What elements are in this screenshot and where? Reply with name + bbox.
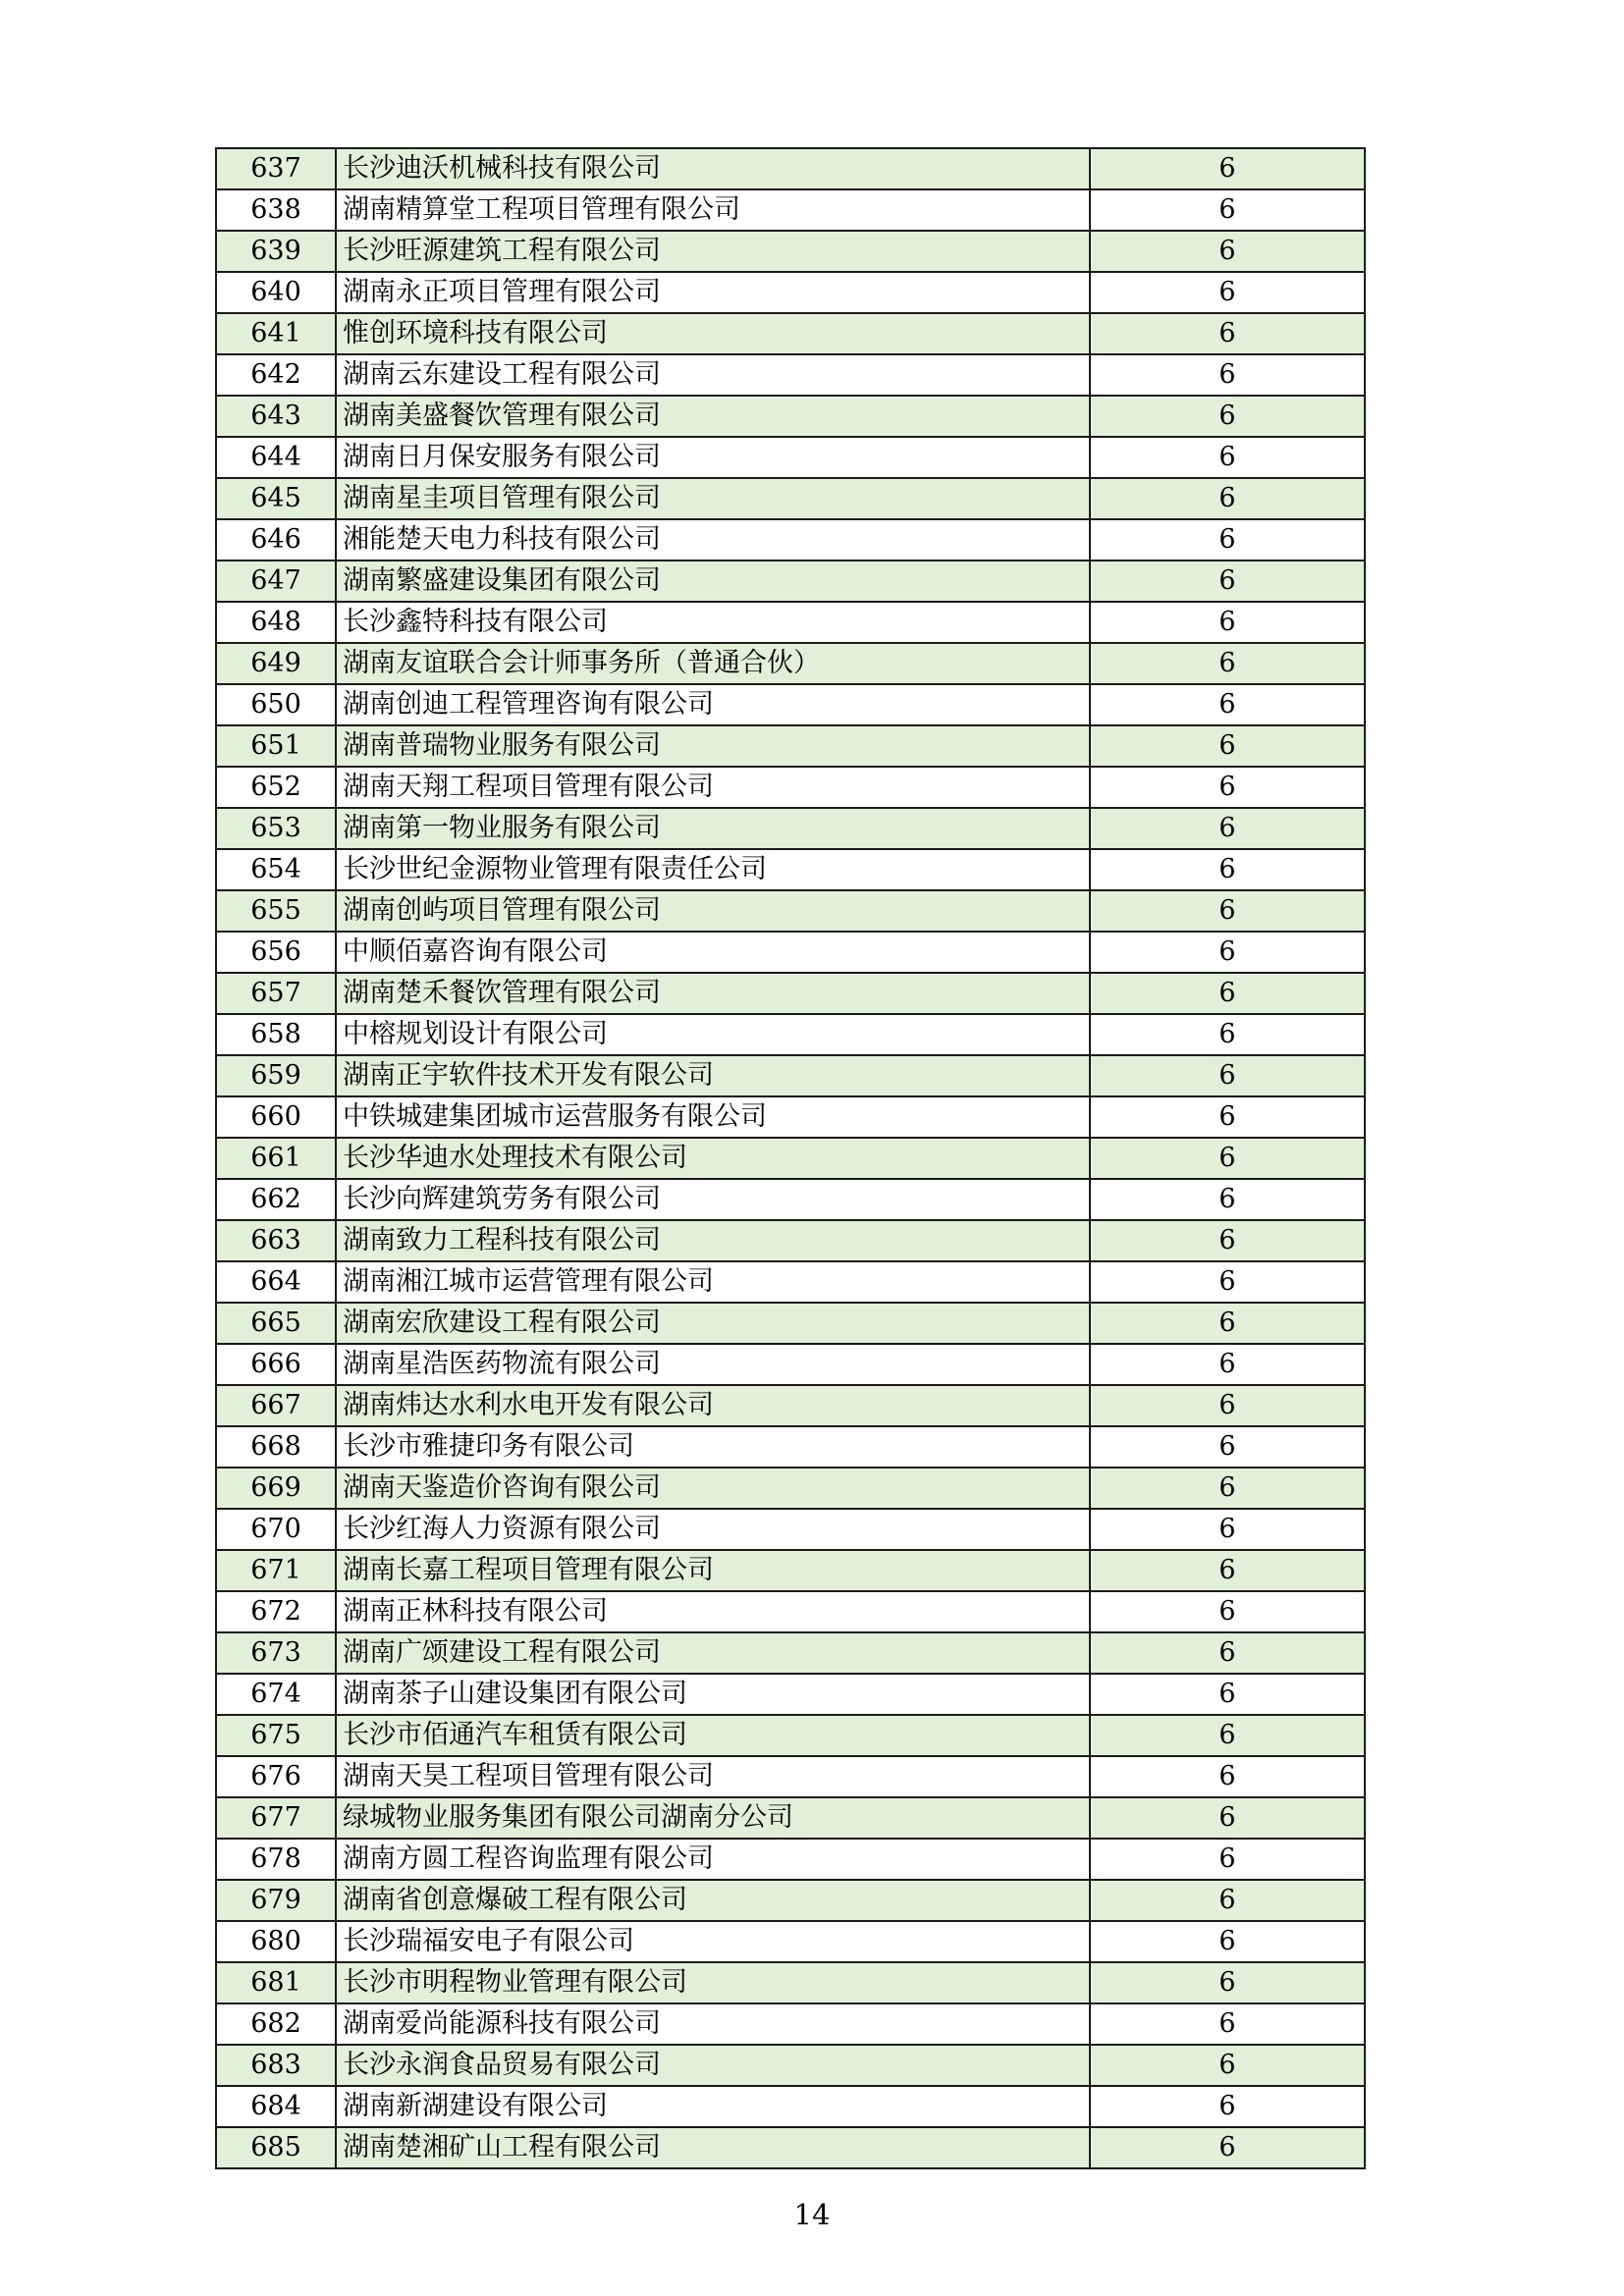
company-name-cell: 湖南创迪工程管理咨询有限公司 (336, 684, 1090, 725)
table-row (216, 2045, 1365, 2086)
company-name-cell: 长沙红海人力资源有限公司 (336, 1509, 1090, 1550)
row-number-cell: 661 (216, 1138, 336, 1179)
table-row (216, 1055, 1365, 1096)
row-number-cell: 684 (216, 2086, 336, 2127)
table-row (216, 1179, 1365, 1220)
company-name-cell: 惟创环境科技有限公司 (336, 313, 1090, 354)
table-row (216, 231, 1365, 272)
table-row (216, 602, 1365, 643)
row-number-cell: 656 (216, 932, 336, 973)
company-name-cell: 湖南云东建设工程有限公司 (336, 354, 1090, 396)
row-number-cell: 677 (216, 1797, 336, 1839)
company-name-cell: 湖南永正项目管理有限公司 (336, 272, 1090, 313)
company-name-cell: 湖南天翔工程项目管理有限公司 (336, 767, 1090, 808)
table-row (216, 2003, 1365, 2045)
table-row (216, 849, 1365, 890)
table-row (216, 1632, 1365, 1674)
score-cell: 6 (1090, 643, 1365, 684)
score-cell: 6 (1090, 1591, 1365, 1632)
table-row (216, 1715, 1365, 1756)
score-cell: 6 (1090, 1344, 1365, 1385)
score-cell: 6 (1090, 396, 1365, 437)
row-number-cell: 679 (216, 1880, 336, 1921)
company-name-cell: 湖南广颂建设工程有限公司 (336, 1632, 1090, 1674)
score-cell: 6 (1090, 272, 1365, 313)
row-number-cell: 640 (216, 272, 336, 313)
company-name-cell: 湖南天鉴造价咨询有限公司 (336, 1468, 1090, 1509)
score-cell: 6 (1090, 1962, 1365, 2003)
company-name-cell: 长沙永润食品贸易有限公司 (336, 2045, 1090, 2086)
company-name-cell: 湖南省创意爆破工程有限公司 (336, 1880, 1090, 1921)
score-cell: 6 (1090, 849, 1365, 890)
row-number-cell: 680 (216, 1921, 336, 1962)
score-cell: 6 (1090, 437, 1365, 478)
table-row (216, 437, 1365, 478)
company-name-cell: 湖南友谊联合会计师事务所（普通合伙） (336, 643, 1090, 684)
row-number-cell: 678 (216, 1839, 336, 1880)
row-number-cell: 670 (216, 1509, 336, 1550)
row-number-cell: 657 (216, 973, 336, 1014)
score-cell: 6 (1090, 1756, 1365, 1797)
company-name-cell: 长沙市雅捷印务有限公司 (336, 1426, 1090, 1468)
score-cell: 6 (1090, 890, 1365, 932)
company-name-cell: 长沙世纪金源物业管理有限责任公司 (336, 849, 1090, 890)
score-cell: 6 (1090, 1550, 1365, 1591)
table-row (216, 1303, 1365, 1344)
table-row (216, 478, 1365, 519)
company-name-cell: 湖南普瑞物业服务有限公司 (336, 725, 1090, 767)
table-row (216, 643, 1365, 684)
score-cell: 6 (1090, 1674, 1365, 1715)
score-cell: 6 (1090, 1385, 1365, 1426)
row-number-cell: 666 (216, 1344, 336, 1385)
table-row (216, 1509, 1365, 1550)
company-name-cell: 湖南星浩医药物流有限公司 (336, 1344, 1090, 1385)
company-name-cell: 长沙迪沃机械科技有限公司 (336, 148, 1090, 189)
company-name-cell: 长沙市明程物业管理有限公司 (336, 1962, 1090, 2003)
score-cell: 6 (1090, 2003, 1365, 2045)
row-number-cell: 669 (216, 1468, 336, 1509)
table-row (216, 684, 1365, 725)
score-cell: 6 (1090, 1096, 1365, 1138)
row-number-cell: 638 (216, 189, 336, 231)
score-cell: 6 (1090, 1261, 1365, 1303)
row-number-cell: 644 (216, 437, 336, 478)
score-cell: 6 (1090, 1797, 1365, 1839)
score-cell: 6 (1090, 561, 1365, 602)
row-number-cell: 671 (216, 1550, 336, 1591)
row-number-cell: 637 (216, 148, 336, 189)
table-row (216, 561, 1365, 602)
table-row (216, 272, 1365, 313)
row-number-cell: 672 (216, 1591, 336, 1632)
company-name-cell: 湖南宏欣建设工程有限公司 (336, 1303, 1090, 1344)
row-number-cell: 639 (216, 231, 336, 272)
score-cell: 6 (1090, 354, 1365, 396)
table-row (216, 1921, 1365, 1962)
company-name-cell: 湖南天昊工程项目管理有限公司 (336, 1756, 1090, 1797)
table-row (216, 2127, 1365, 2168)
company-name-cell: 湖南致力工程科技有限公司 (336, 1220, 1090, 1261)
row-number-cell: 658 (216, 1014, 336, 1055)
table-row (216, 1591, 1365, 1632)
company-name-cell: 湖南茶子山建设集团有限公司 (336, 1674, 1090, 1715)
row-number-cell: 683 (216, 2045, 336, 2086)
row-number-cell: 662 (216, 1179, 336, 1220)
row-number-cell: 650 (216, 684, 336, 725)
table-row (216, 1797, 1365, 1839)
row-number-cell: 659 (216, 1055, 336, 1096)
company-name-cell: 湖南星圭项目管理有限公司 (336, 478, 1090, 519)
row-number-cell: 647 (216, 561, 336, 602)
row-number-cell: 660 (216, 1096, 336, 1138)
table-row (216, 189, 1365, 231)
page-number: 14 (793, 2198, 831, 2231)
table-row (216, 2086, 1365, 2127)
table-row (216, 313, 1365, 354)
company-name-cell: 湖南爱尚能源科技有限公司 (336, 2003, 1090, 2045)
row-number-cell: 653 (216, 808, 336, 849)
table-row (216, 725, 1365, 767)
score-cell: 6 (1090, 1632, 1365, 1674)
company-name-cell: 湖南美盛餐饮管理有限公司 (336, 396, 1090, 437)
score-cell: 6 (1090, 313, 1365, 354)
table-row (216, 1426, 1365, 1468)
company-name-cell: 中顺佰嘉咨询有限公司 (336, 932, 1090, 973)
row-number-cell: 663 (216, 1220, 336, 1261)
score-cell: 6 (1090, 1138, 1365, 1179)
row-number-cell: 665 (216, 1303, 336, 1344)
score-cell: 6 (1090, 1014, 1365, 1055)
table-row (216, 1756, 1365, 1797)
score-cell: 6 (1090, 684, 1365, 725)
row-number-cell: 641 (216, 313, 336, 354)
table-row (216, 396, 1365, 437)
row-number-cell: 664 (216, 1261, 336, 1303)
row-number-cell: 668 (216, 1426, 336, 1468)
row-number-cell: 676 (216, 1756, 336, 1797)
row-number-cell: 681 (216, 1962, 336, 2003)
score-cell: 6 (1090, 1921, 1365, 1962)
company-name-cell: 湘能楚天电力科技有限公司 (336, 519, 1090, 561)
table-body (216, 148, 1365, 2168)
score-cell: 6 (1090, 1468, 1365, 1509)
score-cell: 6 (1090, 2086, 1365, 2127)
table-row (216, 148, 1365, 189)
table-row (216, 1138, 1365, 1179)
table-row (216, 1261, 1365, 1303)
company-name-cell: 湖南正宇软件技术开发有限公司 (336, 1055, 1090, 1096)
company-name-cell: 湖南繁盛建设集团有限公司 (336, 561, 1090, 602)
row-number-cell: 651 (216, 725, 336, 767)
score-cell: 6 (1090, 973, 1365, 1014)
score-cell: 6 (1090, 478, 1365, 519)
table-row (216, 1344, 1365, 1385)
company-name-cell: 湖南正林科技有限公司 (336, 1591, 1090, 1632)
company-name-cell: 长沙向辉建筑劳务有限公司 (336, 1179, 1090, 1220)
table-row (216, 1385, 1365, 1426)
row-number-cell: 685 (216, 2127, 336, 2168)
company-name-cell: 长沙旺源建筑工程有限公司 (336, 231, 1090, 272)
row-number-cell: 645 (216, 478, 336, 519)
company-name-cell: 湖南楚禾餐饮管理有限公司 (336, 973, 1090, 1014)
score-cell: 6 (1090, 189, 1365, 231)
table-row (216, 1962, 1365, 2003)
company-name-cell: 湖南创屿项目管理有限公司 (336, 890, 1090, 932)
table-row (216, 1014, 1365, 1055)
company-name-cell: 湖南炜达水利水电开发有限公司 (336, 1385, 1090, 1426)
row-number-cell: 643 (216, 396, 336, 437)
row-number-cell: 654 (216, 849, 336, 890)
table-row (216, 1220, 1365, 1261)
row-number-cell: 646 (216, 519, 336, 561)
score-cell: 6 (1090, 231, 1365, 272)
company-name-cell: 长沙市佰通汽车租赁有限公司 (336, 1715, 1090, 1756)
table-row (216, 519, 1365, 561)
score-cell: 6 (1090, 1303, 1365, 1344)
table-row (216, 1839, 1365, 1880)
table-row (216, 1468, 1365, 1509)
company-name-cell: 湖南楚湘矿山工程有限公司 (336, 2127, 1090, 2168)
company-name-cell: 中榕规划设计有限公司 (336, 1014, 1090, 1055)
company-name-cell: 中铁城建集团城市运营服务有限公司 (336, 1096, 1090, 1138)
company-name-cell: 绿城物业服务集团有限公司湖南分公司 (336, 1797, 1090, 1839)
row-number-cell: 667 (216, 1385, 336, 1426)
table-row (216, 1550, 1365, 1591)
table-row (216, 932, 1365, 973)
score-cell: 6 (1090, 148, 1365, 189)
score-cell: 6 (1090, 1839, 1365, 1880)
table-row (216, 1096, 1365, 1138)
table-row (216, 767, 1365, 808)
score-cell: 6 (1090, 932, 1365, 973)
row-number-cell: 682 (216, 2003, 336, 2045)
row-number-cell: 649 (216, 643, 336, 684)
table-row (216, 808, 1365, 849)
score-cell: 6 (1090, 767, 1365, 808)
score-cell: 6 (1090, 1715, 1365, 1756)
score-cell: 6 (1090, 1179, 1365, 1220)
table-row (216, 354, 1365, 396)
company-name-cell: 长沙瑞福安电子有限公司 (336, 1921, 1090, 1962)
company-name-cell: 湖南新湖建设有限公司 (336, 2086, 1090, 2127)
score-cell: 6 (1090, 2045, 1365, 2086)
company-score-table (215, 147, 1366, 2169)
score-cell: 6 (1090, 1509, 1365, 1550)
score-cell: 6 (1090, 2127, 1365, 2168)
row-number-cell: 642 (216, 354, 336, 396)
table-row (216, 973, 1365, 1014)
company-name-cell: 湖南湘江城市运营管理有限公司 (336, 1261, 1090, 1303)
row-number-cell: 648 (216, 602, 336, 643)
table-row (216, 890, 1365, 932)
score-cell: 6 (1090, 602, 1365, 643)
score-cell: 6 (1090, 519, 1365, 561)
table-row (216, 1674, 1365, 1715)
company-name-cell: 长沙鑫特科技有限公司 (336, 602, 1090, 643)
score-cell: 6 (1090, 808, 1365, 849)
score-cell: 6 (1090, 1426, 1365, 1468)
row-number-cell: 655 (216, 890, 336, 932)
score-cell: 6 (1090, 725, 1365, 767)
row-number-cell: 675 (216, 1715, 336, 1756)
company-name-cell: 湖南精算堂工程项目管理有限公司 (336, 189, 1090, 231)
company-name-cell: 长沙华迪水处理技术有限公司 (336, 1138, 1090, 1179)
score-cell: 6 (1090, 1055, 1365, 1096)
table-row (216, 1880, 1365, 1921)
company-name-cell: 湖南第一物业服务有限公司 (336, 808, 1090, 849)
score-cell: 6 (1090, 1880, 1365, 1921)
row-number-cell: 652 (216, 767, 336, 808)
company-name-cell: 湖南方圆工程咨询监理有限公司 (336, 1839, 1090, 1880)
company-name-cell: 湖南日月保安服务有限公司 (336, 437, 1090, 478)
row-number-cell: 673 (216, 1632, 336, 1674)
score-cell: 6 (1090, 1220, 1365, 1261)
row-number-cell: 674 (216, 1674, 336, 1715)
company-name-cell: 湖南长嘉工程项目管理有限公司 (336, 1550, 1090, 1591)
